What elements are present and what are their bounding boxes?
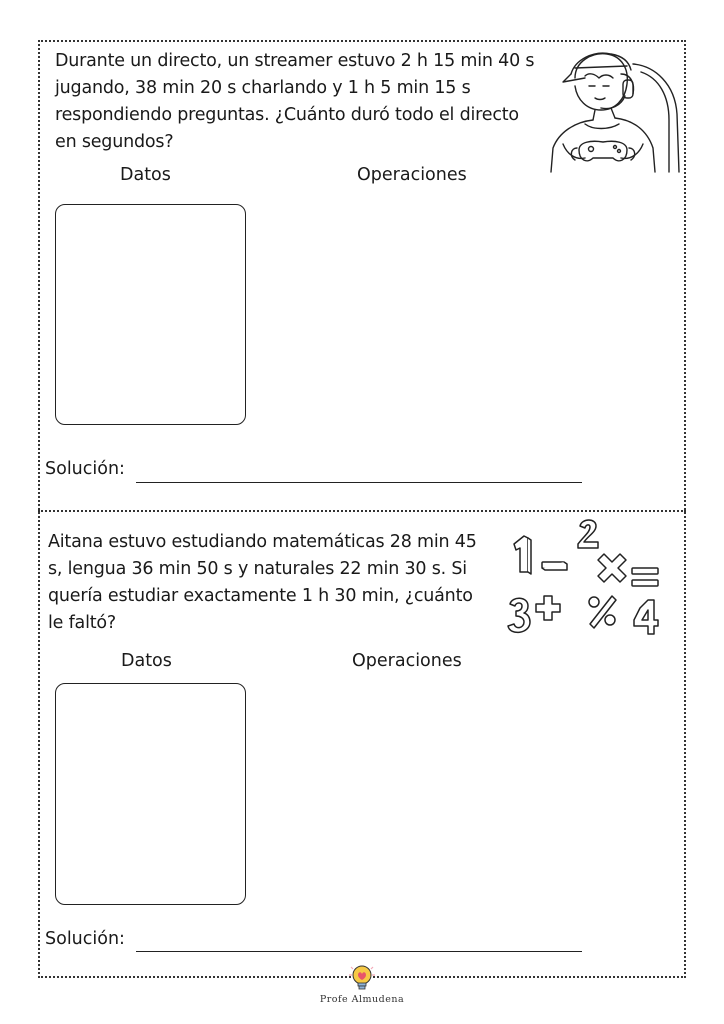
section-divider bbox=[38, 510, 686, 512]
gamer-icon bbox=[545, 44, 685, 174]
solucion-label-2: Solución: bbox=[45, 929, 125, 949]
lightbulb-icon bbox=[347, 963, 377, 993]
operaciones-label-2: Operaciones bbox=[352, 651, 462, 671]
math-symbols-icon bbox=[500, 516, 670, 642]
datos-label-1: Datos bbox=[120, 165, 171, 185]
datos-box-1[interactable] bbox=[55, 204, 246, 425]
operaciones-label-1: Operaciones bbox=[357, 165, 467, 185]
solution-line-2[interactable] bbox=[136, 951, 582, 952]
problem-2-text: Aitana estuvo estudiando matemáticas 28 min 45 s, lengua 36 min 50 s y naturales 22 min 30 s. Si quería estudiar exactamente 1 h 30 min, ¿cuánto le faltó? bbox=[48, 532, 477, 633]
solucion-label-1: Solución: bbox=[45, 459, 125, 479]
datos-box-2[interactable] bbox=[55, 683, 246, 905]
footer-brand: Profe Almudena bbox=[319, 994, 405, 1005]
datos-label-2: Datos bbox=[121, 651, 172, 671]
solution-line-1[interactable] bbox=[136, 482, 582, 483]
problem-1-text: Durante un directo, un streamer estuvo 2 h 15 min 40 s jugando, 38 min 20 s charlando y 1 h 5 min 15 s respondiendo preguntas. ¿Cuánto duró todo el directo en segundos? bbox=[55, 51, 535, 152]
